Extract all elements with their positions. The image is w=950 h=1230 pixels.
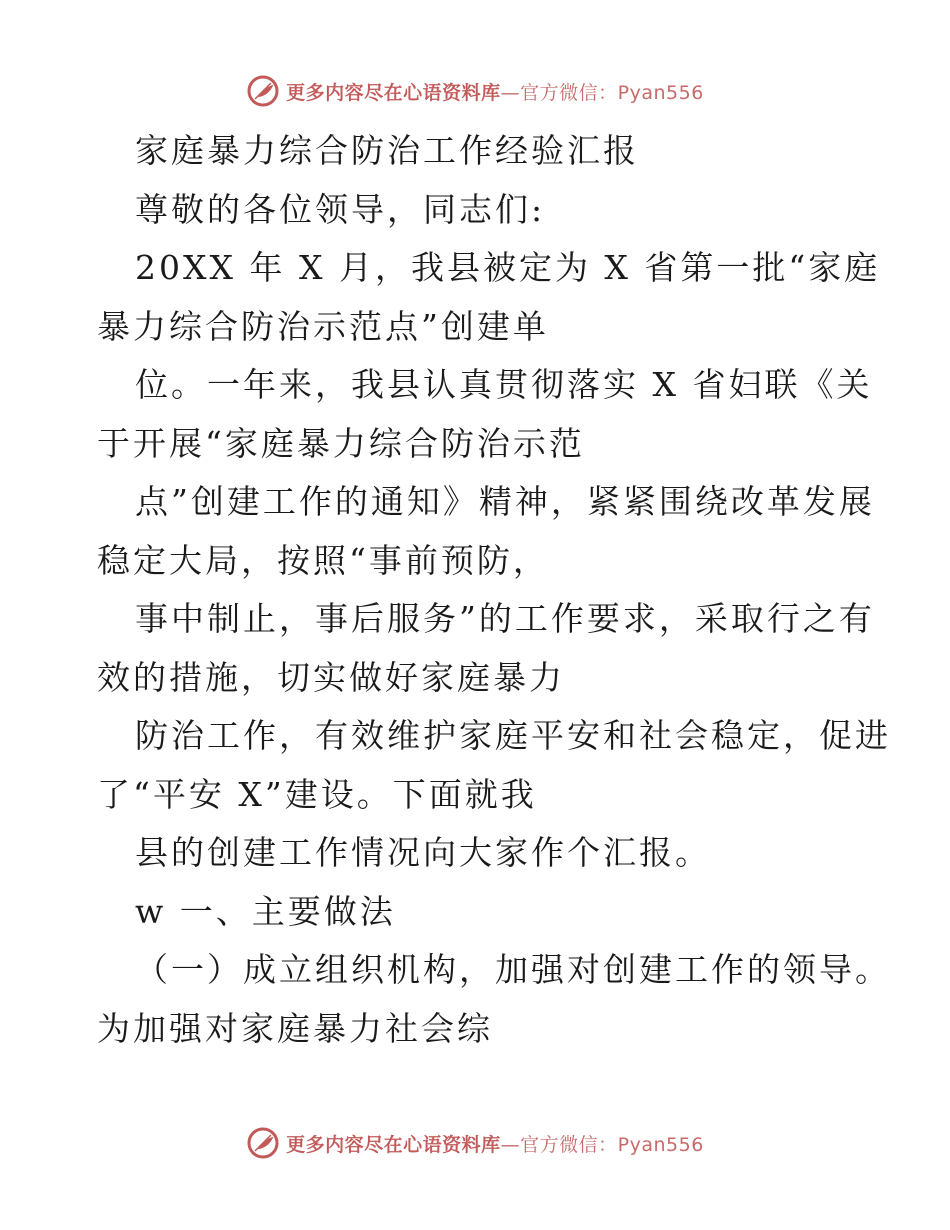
text-line: 了“平安 X”建设。下面就我 <box>97 774 537 814</box>
text-line: 暴力综合防治示范点”创建单 <box>97 306 549 346</box>
watermark-separator: — <box>500 1133 521 1156</box>
text-line: 事中制止，事后服务”的工作要求，采取行之有 <box>135 599 875 638</box>
text-line: 县的创建工作情况向大家作个汇报。 <box>135 833 711 872</box>
text-line: （一）成立组织机构，加强对创建工作的领导。 <box>135 950 891 989</box>
feather-logo-icon <box>246 1126 280 1160</box>
text-line: 尊敬的各位领导，同志们: <box>135 189 546 229</box>
watermark-text <box>286 1130 704 1157</box>
text-line: 点”创建工作的通知》精神，紧紧围绕改革发展 <box>135 482 875 521</box>
watermark-contact: 官方微信：Pyan556 <box>520 1133 704 1156</box>
header-watermark <box>0 74 950 108</box>
text-line: 为加强对家庭暴力社会综 <box>97 1008 493 1048</box>
watermark-separator: — <box>500 81 521 104</box>
text-line: 家庭暴力综合防治工作经验汇报 <box>135 131 639 170</box>
text-line: 于开展“家庭暴力综合防治示范 <box>97 423 585 463</box>
text-line: 位。一年来，我县认真贯彻落实 X 省妇联《关 <box>135 365 873 404</box>
watermark-brand: 更多内容尽在心语资料库 <box>286 81 501 104</box>
feather-logo-icon <box>246 74 280 108</box>
text-line: 稳定大局，按照“事前预防， <box>97 540 549 580</box>
watermark-contact: 官方微信：Pyan556 <box>520 81 704 104</box>
text-line: 防治工作，有效维护家庭平安和社会稳定，促进 <box>135 716 891 755</box>
watermark-text <box>286 78 704 105</box>
text-line: w 一、主要做法 <box>135 891 396 931</box>
text-line: 20XX 年 X 月，我县被定为 X 省第一批“家庭 <box>135 248 881 287</box>
text-line: 效的措施，切实做好家庭暴力 <box>97 657 565 697</box>
footer-watermark <box>0 1126 950 1160</box>
watermark-brand: 更多内容尽在心语资料库 <box>286 1133 501 1156</box>
document-body <box>97 122 891 1058</box>
